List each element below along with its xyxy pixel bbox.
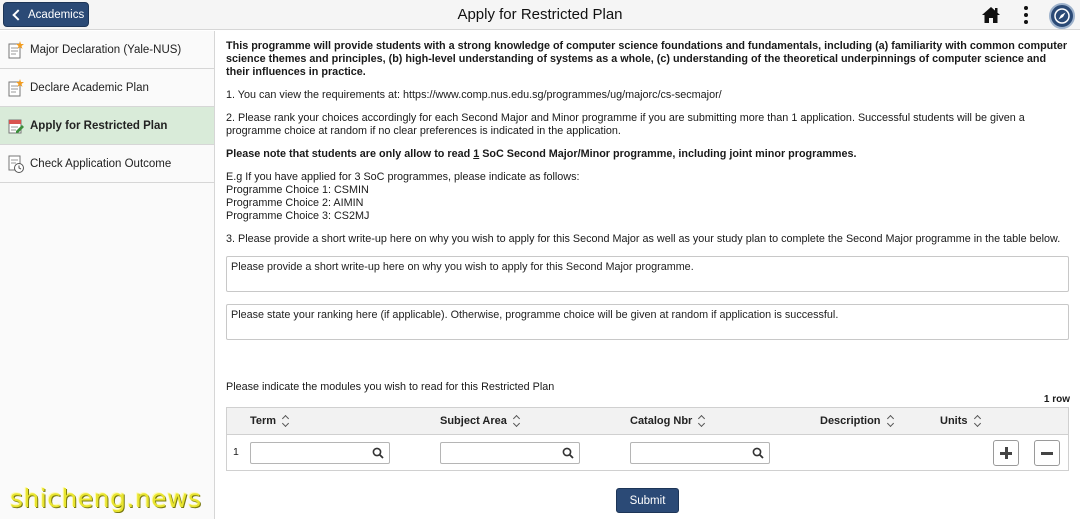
restriction-note-text: Please note that students are only allow to read xyxy=(226,148,474,160)
ranking-textarea[interactable]: Please state your ranking here (if applicable). Otherwise, programme choice will be given at random if application is successful. xyxy=(226,304,1069,340)
grid-header xyxy=(227,408,1068,435)
sidebar-item-label: Check Application Outcome xyxy=(30,157,172,170)
column-header-units[interactable] xyxy=(940,415,982,427)
column-header-label: Term xyxy=(250,415,277,427)
subject-area-input[interactable] xyxy=(440,442,580,464)
sort-icon xyxy=(698,416,706,426)
row-number: 1 xyxy=(233,446,239,458)
sidebar-item-label: Apply for Restricted Plan xyxy=(30,119,168,132)
column-header-catalog-nbr[interactable] xyxy=(630,415,706,427)
example-line: Programme Choice 2: AIMIN xyxy=(226,197,364,209)
ranking-instructions: 2. Please rank your choices accordingly for each Second Major and Minor programme if you are submitting more than 1 application. Successful students will be given a programme choice at random if no clear preferences is indicated in the application. xyxy=(226,112,1025,137)
home-icon[interactable] xyxy=(981,6,1001,24)
example-line: Programme Choice 1: CSMIN xyxy=(226,184,369,196)
sort-icon xyxy=(974,416,982,426)
catalog-nbr-input[interactable] xyxy=(630,442,770,464)
delete-row-button[interactable] xyxy=(1034,440,1060,466)
requirements-note: 1. You can view the requirements at: https://www.comp.nus.edu.sg/programmes/ug/majorc/cs-secmajor/ xyxy=(226,89,722,101)
search-icon[interactable] xyxy=(562,447,574,459)
column-header-label: Description xyxy=(820,415,881,427)
column-header-subject-area[interactable] xyxy=(440,415,521,427)
search-icon[interactable] xyxy=(372,447,384,459)
sidebar-item-check-application-outcome[interactable] xyxy=(0,145,214,183)
calendar-pen-icon xyxy=(8,117,24,135)
main-content xyxy=(226,40,1070,352)
page-title: Apply for Restricted Plan xyxy=(457,6,623,23)
example-line: Programme Choice 3: CS2MJ xyxy=(226,210,370,222)
restriction-note xyxy=(226,148,1070,161)
restriction-note-text-end: SoC Second Major/Minor programme, including joint minor programmes. xyxy=(479,148,857,160)
example-line: E.g If you have applied for 3 SoC programmes, please indicate as follows: xyxy=(226,171,580,183)
document-star-icon xyxy=(8,79,24,97)
row-count: 1 row xyxy=(1043,394,1070,405)
sort-icon xyxy=(513,416,521,426)
page-header xyxy=(0,0,1080,30)
watermark: shicheng.news xyxy=(10,484,202,513)
sidebar-item-label: Declare Academic Plan xyxy=(30,81,149,94)
modules-grid xyxy=(226,407,1069,471)
writeup-instructions: 3. Please provide a short write-up here on why you wish to apply for this Second Major as well as your study plan to complete the Second Major programme in the table below. xyxy=(226,233,1061,245)
document-star-icon xyxy=(8,41,24,59)
table-row xyxy=(227,435,1068,471)
sidebar-item-apply-restricted-plan[interactable] xyxy=(0,107,214,145)
document-clock-icon xyxy=(8,155,24,173)
column-header-label: Units xyxy=(940,415,968,427)
sidebar-item-major-declaration[interactable] xyxy=(0,31,214,69)
sort-icon xyxy=(887,416,895,426)
more-options-icon[interactable] xyxy=(1021,5,1031,25)
navbar-compass-icon[interactable] xyxy=(1049,3,1075,29)
column-header-label: Subject Area xyxy=(440,415,507,427)
sidebar xyxy=(0,31,215,519)
add-row-button[interactable] xyxy=(993,440,1019,466)
term-input[interactable] xyxy=(250,442,390,464)
sidebar-item-declare-academic-plan[interactable] xyxy=(0,69,214,107)
submit-button[interactable]: Submit xyxy=(616,488,679,513)
column-header-term[interactable] xyxy=(250,415,290,427)
example-block xyxy=(226,171,1070,223)
back-button-label: Academics xyxy=(28,8,85,21)
column-header-description[interactable] xyxy=(820,415,895,427)
writeup-textarea[interactable]: Please provide a short write-up here on why you wish to apply for this Second Major programme. xyxy=(226,256,1069,292)
sidebar-item-label: Major Declaration (Yale-NUS) xyxy=(30,43,182,56)
search-icon[interactable] xyxy=(752,447,764,459)
restriction-note-number: 1 xyxy=(473,148,480,160)
programme-intro: This programme will provide students with a strong knowledge of computer science foundations and fundamentals, including (a) familiarity with common computer science themes and principles, (b) high-level understanding of systems as a whole, (c) understanding of the theoretical underpinnings of computer science and their influences in practice. xyxy=(226,40,1068,78)
modules-label: Please indicate the modules you wish to read for this Restricted Plan xyxy=(226,381,555,393)
column-header-label: Catalog Nbr xyxy=(630,415,693,427)
sort-icon xyxy=(282,416,290,426)
